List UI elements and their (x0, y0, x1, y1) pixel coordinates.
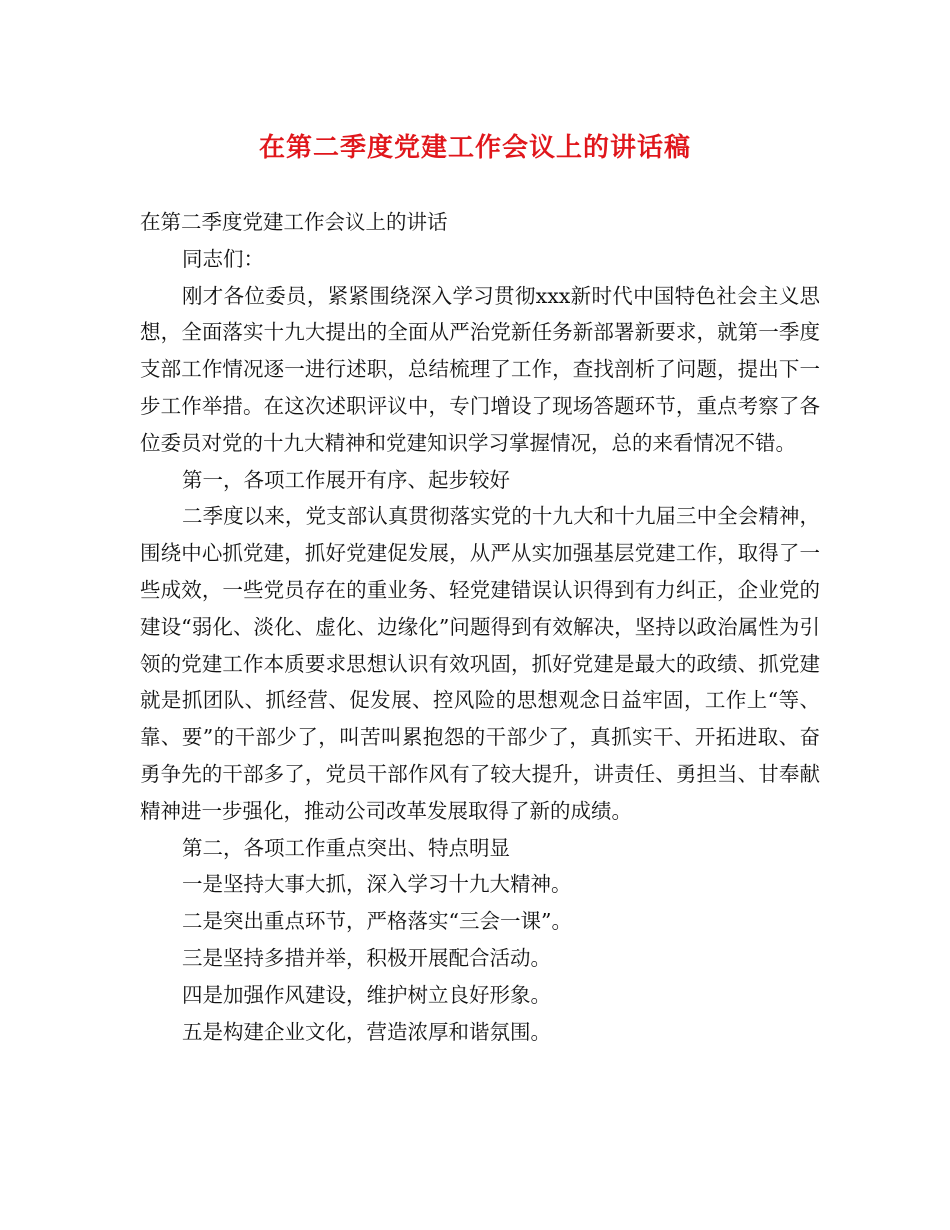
list-item: 一是坚持大事大抓，深入学习十九大精神。 (182, 872, 572, 897)
section-body-1: 二季度以来，党支部认真贯彻落实党的十九大和十九届三中全会精神，围绕中心抓党建，抓好党建促发展，从严从实加强基层党建工作，取得了一些成效，一些党员存在的重业务、轻党建错误认识得到有力纠正，企业党的建设“弱化、淡化、虚化、边缘化”问题得到有效解决，坚持以政治属性为引领的党建工作本质要求思想认识有效巩固，抓好党建是最大的政绩、抓党建就是抓团队、抓经营、促发展、控风险的思想观念日益牢固，工作上“等、靠、要”的干部少了，叫苦叫累抱怨的干部少了，真抓实干、开拓进取、奋勇争先的干部多了，党员干部作风有了较大提升，讲责任、勇担当、甘奉献精神进一步强化，推动公司改革发展取得了新的成绩。 (140, 504, 820, 823)
document-title: 在第二季度党建工作会议上的讲话稿 (258, 133, 691, 163)
speech-subtitle: 在第二季度党建工作会议上的讲话 (140, 210, 448, 234)
section-heading-1: 第一，各项工作展开有序、起步较好 (182, 467, 510, 492)
intro-paragraph: 刚才各位委员，紧紧围绕深入学习贯彻xxx新时代中国特色社会主义思想，全面落实十九大提出的全面从严治党新任务新部署新要求，就第一季度支部工作情况逐一进行述职，总结梳理了工作，查找剖析了问题，提出下一步工作举措。在这次述职评议中，专门增设了现场答题环节，重点考察了各位委员对党的十九大精神和党建知识学习掌握情况，总的来看情况不错。 (140, 283, 820, 455)
list-item: 二是突出重点环节，严格落实“三会一课”。 (182, 909, 572, 934)
document-body (140, 204, 820, 1050)
section-heading-2: 第二，各项工作重点突出、特点明显 (182, 835, 510, 860)
list-item: 五是构建企业文化，营造浓厚和谐氛围。 (182, 1019, 551, 1044)
salutation: 同志们： (182, 246, 264, 271)
list-item: 四是加强作风建设，维护树立良好形象。 (182, 982, 551, 1007)
key-points-list (140, 866, 820, 1050)
list-item: 三是坚持多措并举，积极开展配合活动。 (182, 945, 551, 970)
